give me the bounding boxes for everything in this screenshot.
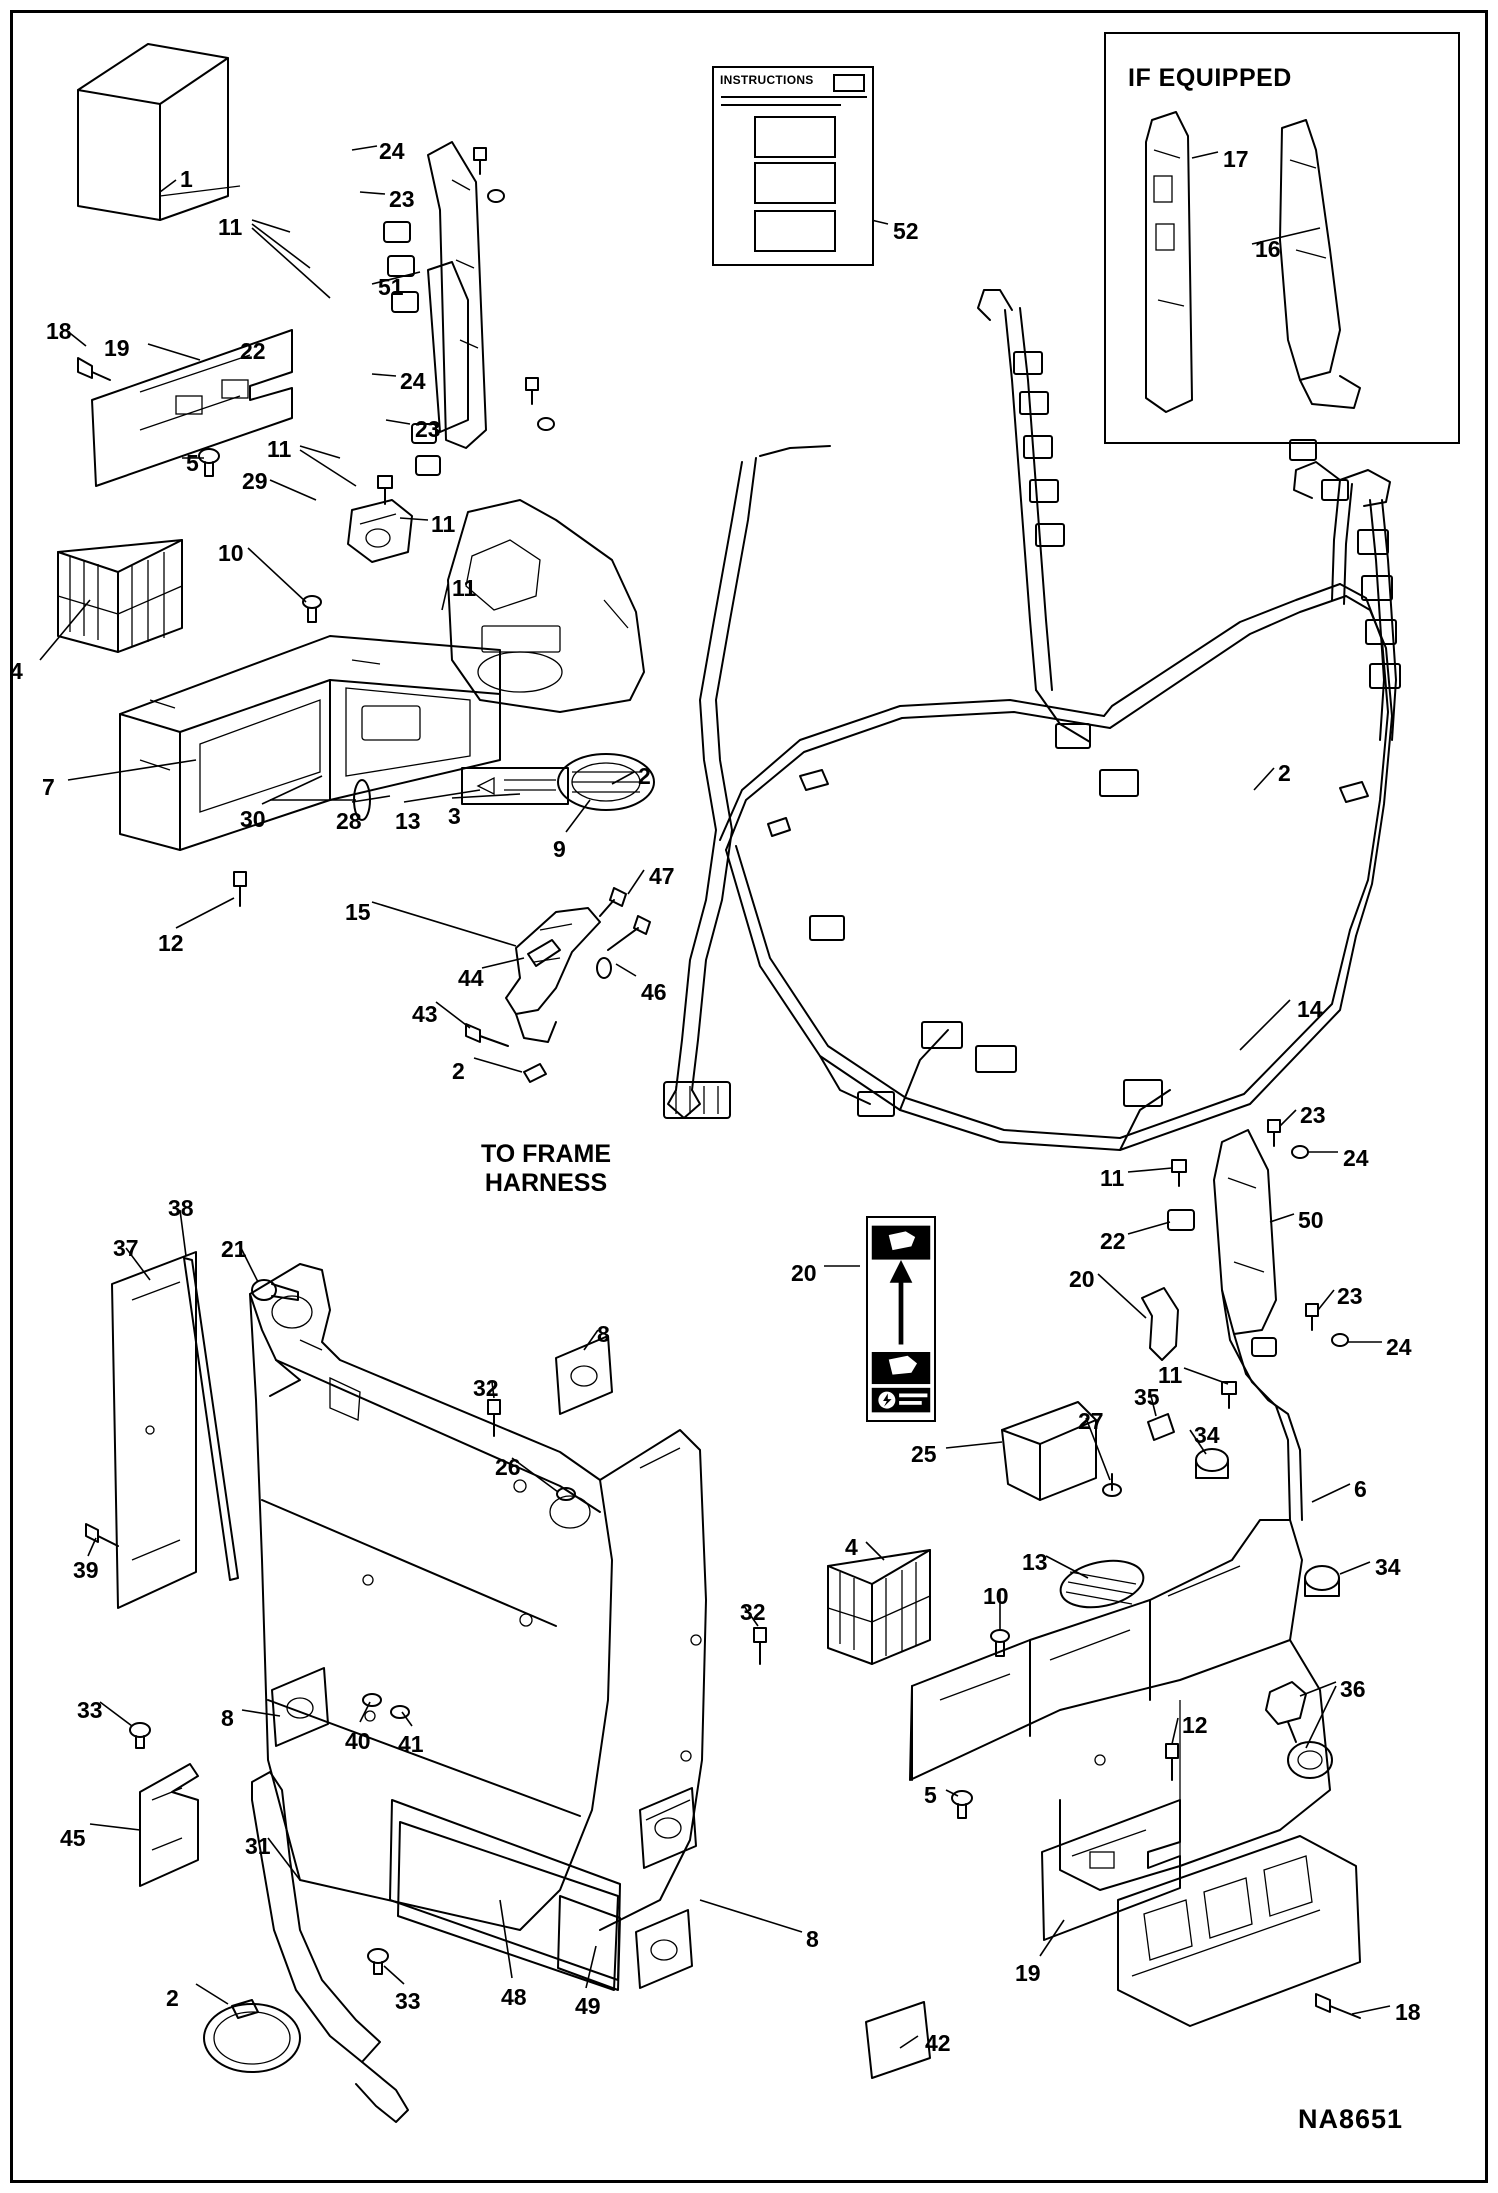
callout-31: 31 [245, 1833, 271, 1859]
callout-25: 25 [911, 1441, 937, 1467]
callout-11: 11 [452, 575, 477, 601]
callout-21: 21 [221, 1236, 247, 1262]
callout-44: 44 [458, 965, 484, 991]
callout-22: 22 [240, 338, 266, 364]
callout-4: 4 [845, 1534, 858, 1560]
callout-17: 17 [1223, 146, 1249, 172]
callout-16: 16 [1255, 236, 1281, 262]
callout-52: 52 [893, 218, 919, 244]
callout-7: 7 [42, 774, 55, 800]
callout-43: 43 [412, 1001, 438, 1027]
to-frame-harness-line1: TO FRAME [480, 1140, 612, 1168]
callout-2: 2 [638, 763, 651, 789]
callout-20: 20 [1069, 1266, 1095, 1292]
callout-15: 15 [345, 899, 371, 925]
callout-9: 9 [553, 836, 566, 862]
callout-6: 6 [1354, 1476, 1367, 1502]
callout-8: 8 [806, 1926, 819, 1952]
callout-51: 51 [378, 274, 404, 300]
callout-37: 37 [113, 1235, 139, 1261]
callout-23: 23 [389, 186, 415, 212]
callout-26: 26 [495, 1454, 521, 1480]
callout-14: 14 [1297, 996, 1323, 1022]
callout-8: 8 [221, 1705, 234, 1731]
callout-45: 45 [60, 1825, 86, 1851]
callout-33: 33 [77, 1697, 103, 1723]
callout-47: 47 [649, 863, 675, 889]
callout-30: 30 [240, 806, 266, 832]
sheet-border [10, 10, 1488, 2183]
callout-4: 4 [10, 658, 23, 684]
callout-19: 19 [104, 335, 130, 361]
callout-23: 23 [1300, 1102, 1326, 1128]
callout-24: 24 [1386, 1334, 1412, 1360]
callout-12: 12 [1182, 1712, 1208, 1738]
callout-5: 5 [186, 450, 199, 476]
callout-18: 18 [1395, 1999, 1421, 2025]
callout-28: 28 [336, 808, 362, 834]
callout-18: 18 [46, 318, 72, 344]
callout-46: 46 [641, 979, 667, 1005]
callout-35: 35 [1134, 1384, 1160, 1410]
callout-11: 11 [267, 436, 292, 462]
callout-32: 32 [740, 1599, 766, 1625]
callout-32: 32 [473, 1375, 499, 1401]
sheet-code: NA8651 [1298, 2104, 1404, 2134]
callout-24: 24 [379, 138, 405, 164]
callout-13: 13 [395, 808, 421, 834]
callout-12: 12 [158, 930, 184, 956]
callout-29: 29 [242, 468, 268, 494]
callout-24: 24 [1343, 1145, 1369, 1171]
instructions-title: INSTRUCTIONS [720, 73, 814, 87]
callout-22: 22 [1100, 1228, 1126, 1254]
callout-11: 11 [1158, 1362, 1183, 1388]
callout-11: 11 [1100, 1165, 1125, 1191]
callout-23: 23 [1337, 1283, 1363, 1309]
callout-34: 34 [1194, 1422, 1220, 1448]
callout-41: 41 [398, 1731, 424, 1757]
callout-2: 2 [166, 1985, 179, 2011]
callout-39: 39 [73, 1557, 99, 1583]
callout-24: 24 [400, 368, 426, 394]
callout-2: 2 [1278, 760, 1291, 786]
callout-48: 48 [501, 1984, 527, 2010]
callout-49: 49 [575, 1993, 601, 2019]
callout-36: 36 [1340, 1676, 1366, 1702]
callout-42: 42 [925, 2030, 951, 2056]
callout-10: 10 [983, 1583, 1009, 1609]
callout-23: 23 [415, 416, 441, 442]
callout-19: 19 [1015, 1960, 1041, 1986]
callout-8: 8 [597, 1321, 610, 1347]
callout-40: 40 [345, 1728, 371, 1754]
callout-50: 50 [1298, 1207, 1324, 1233]
callout-34: 34 [1375, 1554, 1401, 1580]
callout-38: 38 [168, 1195, 194, 1221]
callout-13: 13 [1022, 1549, 1048, 1575]
callout-2: 2 [452, 1058, 465, 1084]
callout-1: 1 [180, 166, 193, 192]
callout-20: 20 [791, 1260, 817, 1286]
callout-33: 33 [395, 1988, 421, 2014]
to-frame-harness-line2: HARNESS [484, 1168, 608, 1197]
callout-10: 10 [218, 540, 244, 566]
callout-27: 27 [1078, 1408, 1104, 1434]
callout-11: 11 [218, 214, 243, 240]
callout-3: 3 [448, 803, 461, 829]
callout-11: 11 [431, 511, 456, 537]
if-equipped-label: IF EQUIPPED [1128, 64, 1292, 92]
callout-5: 5 [924, 1782, 937, 1808]
